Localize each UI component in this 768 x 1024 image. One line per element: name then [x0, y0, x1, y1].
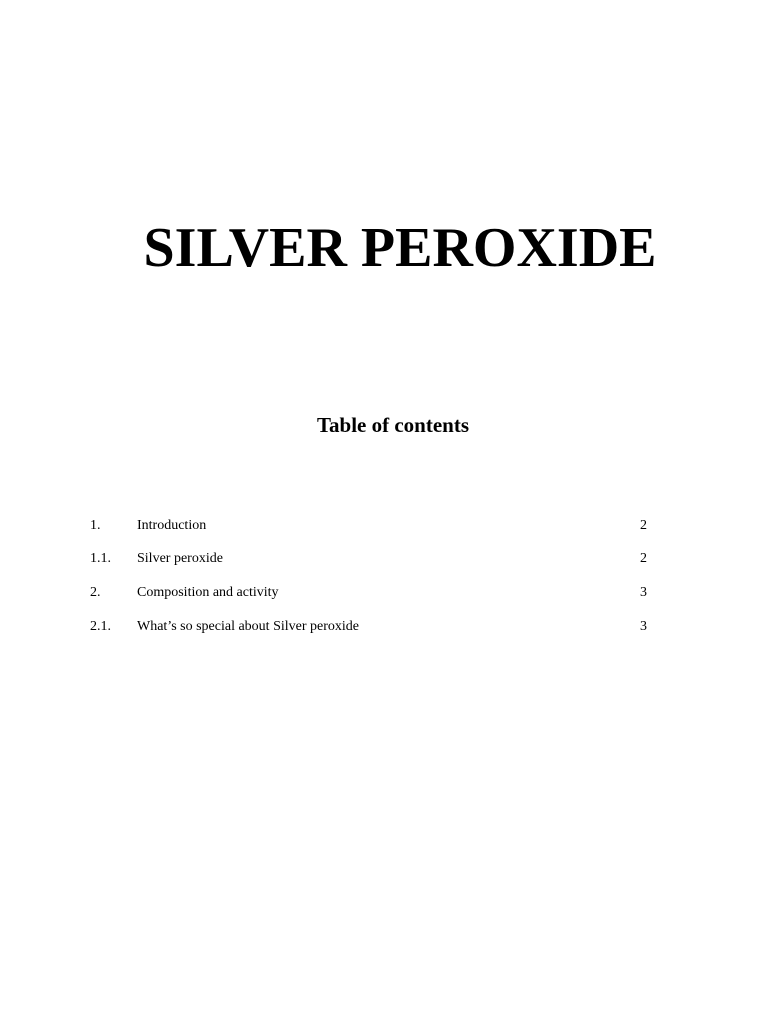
toc-entry-page: 2 [640, 518, 647, 533]
toc-entry-composition-and-activity[interactable] [0, 582, 768, 604]
toc-entry-whats-so-special[interactable] [0, 616, 768, 638]
toc-entry-number: 2. [90, 585, 101, 600]
toc-entry-number: 2.1. [90, 619, 111, 634]
toc-entry-page: 3 [640, 585, 647, 600]
toc-entry-page: 3 [640, 619, 647, 634]
toc-entry-text: What’s so special about Silver peroxide [137, 619, 359, 634]
toc-heading: Table of contents [316, 413, 470, 437]
document-title: SILVER PEROXIDE [143, 217, 657, 279]
toc-entry-text: Silver peroxide [137, 551, 223, 566]
toc-entry-silver-peroxide[interactable] [0, 548, 768, 570]
toc-entry-text: Introduction [137, 518, 207, 533]
toc-entry-number: 1. [90, 518, 101, 533]
toc-entry-introduction[interactable] [0, 515, 768, 537]
toc-entry-text: Composition and activity [137, 585, 279, 600]
toc-entry-number: 1.1. [90, 551, 111, 566]
toc-entry-page: 2 [640, 551, 647, 566]
